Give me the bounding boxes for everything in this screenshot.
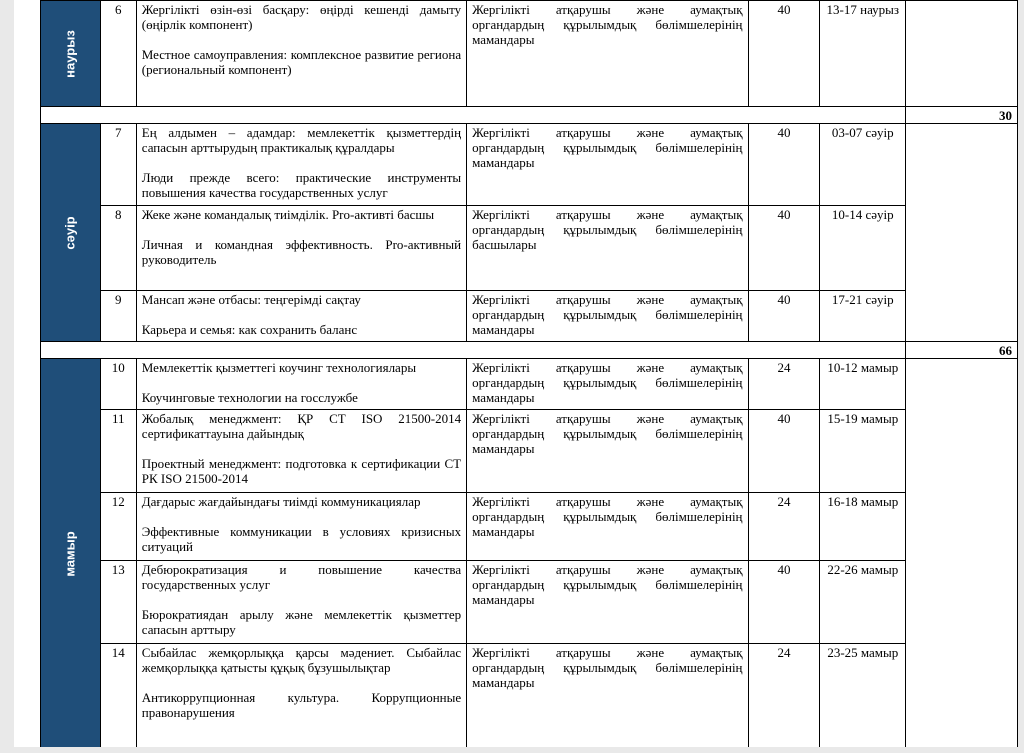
- topic-ru: Коучинговые технологии на госслужбе: [141, 390, 358, 405]
- table-row: [41, 493, 1018, 561]
- audience-line: Жергілікті атқарушы және аумақтық: [472, 207, 743, 222]
- topic-cell: [136, 1, 466, 107]
- audience-line: органдардың құрылымдық бөлімшелерінің: [472, 426, 743, 441]
- audience-cell: [467, 561, 748, 644]
- month-label: наурыз: [62, 29, 78, 78]
- audience-cell: [467, 124, 748, 206]
- dates-cell: 22-26 мамыр: [820, 561, 906, 644]
- topic-kz: Мемлекеттік қызметтегі коучинг технологиялары: [141, 360, 417, 375]
- dates-cell: 03-07 сәуір: [820, 124, 906, 206]
- total-row: [41, 342, 1018, 359]
- topic-ru: Карьера и семья: как сохранить баланс: [141, 322, 358, 337]
- topic-kz: Жобалық менеджмент: ҚР СТ ISO 21500-2014 сертификаттауына дайындық: [141, 411, 462, 441]
- audience-line: мамандары: [472, 32, 535, 47]
- audience-line: Жергілікті атқарушы және аумақтық: [472, 494, 743, 509]
- topic-kz: Дағдарыс жағдайындағы тиімді коммуникациялар: [141, 494, 421, 509]
- row-number: 14: [100, 644, 136, 748]
- month-label: мамыр: [62, 531, 78, 577]
- topic-cell: [136, 644, 466, 748]
- topic-cell: [136, 359, 466, 410]
- month-label-cell: [41, 124, 101, 342]
- hours-cell: 40: [748, 291, 820, 342]
- row-number: 12: [100, 493, 136, 561]
- audience-cell: [467, 644, 748, 748]
- hours-cell: 40: [748, 1, 820, 107]
- audience-line: мамандары: [472, 524, 535, 539]
- table-row: [41, 1, 1018, 107]
- audience-line: Жергілікті атқарушы және аумақтық: [472, 2, 743, 17]
- audience-line: мамандары: [472, 441, 535, 456]
- training-schedule-table: [40, 0, 1018, 747]
- topic-ru: Бюрократиядан арылу және мемлекеттік қызметтер сапасын арттыру: [141, 607, 462, 637]
- audience-line: мамандары: [472, 155, 535, 170]
- table-row: [41, 124, 1018, 206]
- hours-cell: 40: [748, 124, 820, 206]
- empty-cell: [906, 1, 1018, 107]
- audience-line: мамандары: [472, 390, 535, 405]
- topic-kz: Мансап және отбасы: теңгерімді сақтау: [141, 292, 361, 307]
- dates-cell: 13-17 наурыз: [820, 1, 906, 107]
- total-row: [41, 107, 1018, 124]
- hours-cell: 40: [748, 561, 820, 644]
- audience-line: мамандары: [472, 322, 535, 337]
- topic-kz: Жергілікті өзін-өзі басқару: өңірді кешенді дамыту (өңірлік компонент): [141, 2, 462, 32]
- audience-line: органдардың құрылымдық бөлімшелерінің: [472, 577, 743, 592]
- hours-cell: 24: [748, 493, 820, 561]
- topic-ru: Местное самоуправления: комплексное развитие региона (региональный компонент): [141, 47, 462, 77]
- dates-cell: 15-19 мамыр: [820, 410, 906, 493]
- audience-line: Жергілікті атқарушы және аумақтық: [472, 360, 743, 375]
- month-label-cell: [41, 1, 101, 107]
- topic-kz: Сыбайлас жемқорлыққа қарсы мәдениет. Сыбайлас жемқорлыққа қатысты құқық бұзушылықтар: [141, 645, 462, 675]
- audience-line: органдардың құрылымдық бөлімшелерінің: [472, 140, 743, 155]
- row-number: 11: [100, 410, 136, 493]
- topic-ru: Люди прежде всего: практические инструменты повышения качества государственных услуг: [141, 170, 462, 200]
- audience-line: органдардың құрылымдық бөлімшелерінің: [472, 17, 743, 32]
- audience-cell: [467, 1, 748, 107]
- topic-cell: [136, 124, 466, 206]
- hours-cell: 40: [748, 206, 820, 291]
- table-row: [41, 206, 1018, 291]
- topic-kz: Ең алдымен – адамдар: мемлекеттік қызметтердің сапасын арттырудың практикалық құралдары: [141, 125, 462, 155]
- topic-cell: [136, 206, 466, 291]
- hours-cell: 24: [748, 644, 820, 748]
- topic-kz: Жеке және командалық тиімділік. Pro-активті басшы: [141, 207, 435, 222]
- row-number: 8: [100, 206, 136, 291]
- dates-cell: 16-18 мамыр: [820, 493, 906, 561]
- total-spacer: [41, 107, 906, 124]
- topic-ru: Проектный менеджмент: подготовка к сертификации СТ РК ISO 21500-2014: [141, 456, 462, 486]
- audience-line: органдардың құрылымдық бөлімшелерінің: [472, 375, 743, 390]
- audience-line: басшылары: [472, 237, 537, 252]
- topic-ru: Антикоррупционная культура. Коррупционные правонарушения: [141, 690, 462, 720]
- empty-cell: [906, 359, 1018, 748]
- empty-cell: [906, 124, 1018, 342]
- month-total: 30: [906, 107, 1018, 124]
- topic-cell: [136, 291, 466, 342]
- audience-line: Жергілікті атқарушы және аумақтық: [472, 411, 743, 426]
- audience-cell: [467, 493, 748, 561]
- table-row: [41, 410, 1018, 493]
- total-spacer: [41, 342, 906, 359]
- dates-cell: 10-12 мамыр: [820, 359, 906, 410]
- hours-cell: 24: [748, 359, 820, 410]
- row-number: 7: [100, 124, 136, 206]
- month-label-cell: [41, 359, 101, 748]
- topic-kz: Дебюрократизация и повышение качества государственных услуг: [141, 562, 462, 592]
- topic-ru: Личная и командная эффективность. Pro-активный руководитель: [141, 237, 462, 267]
- table-row: [41, 359, 1018, 410]
- month-label: сәуір: [62, 215, 78, 250]
- row-number: 6: [100, 1, 136, 107]
- table-row: [41, 561, 1018, 644]
- audience-line: Жергілікті атқарушы және аумақтық: [472, 645, 743, 660]
- audience-cell: [467, 359, 748, 410]
- audience-cell: [467, 206, 748, 291]
- audience-line: мамандары: [472, 675, 535, 690]
- topic-cell: [136, 410, 466, 493]
- audience-line: Жергілікті атқарушы және аумақтық: [472, 562, 743, 577]
- audience-cell: [467, 291, 748, 342]
- month-total: 66: [906, 342, 1018, 359]
- document-page: [14, 0, 1018, 747]
- table-row: [41, 644, 1018, 748]
- audience-line: органдардың құрылымдық бөлімшелерінің: [472, 660, 743, 675]
- topic-ru: Эффективные коммуникации в условиях кризисных ситуаций: [141, 524, 462, 554]
- topic-cell: [136, 561, 466, 644]
- audience-line: мамандары: [472, 592, 535, 607]
- audience-line: органдардың құрылымдық бөлімшелерінің: [472, 307, 743, 322]
- dates-cell: 10-14 сәуір: [820, 206, 906, 291]
- topic-cell: [136, 493, 466, 561]
- audience-cell: [467, 410, 748, 493]
- row-number: 10: [100, 359, 136, 410]
- audience-line: органдардың құрылымдық бөлімшелерінің: [472, 222, 743, 237]
- row-number: 13: [100, 561, 136, 644]
- dates-cell: 23-25 мамыр: [820, 644, 906, 748]
- audience-line: Жергілікті атқарушы және аумақтық: [472, 292, 743, 307]
- audience-line: органдардың құрылымдық бөлімшелерінің: [472, 509, 743, 524]
- dates-cell: 17-21 сәуір: [820, 291, 906, 342]
- row-number: 9: [100, 291, 136, 342]
- table-row: [41, 291, 1018, 342]
- audience-line: Жергілікті атқарушы және аумақтық: [472, 125, 743, 140]
- hours-cell: 40: [748, 410, 820, 493]
